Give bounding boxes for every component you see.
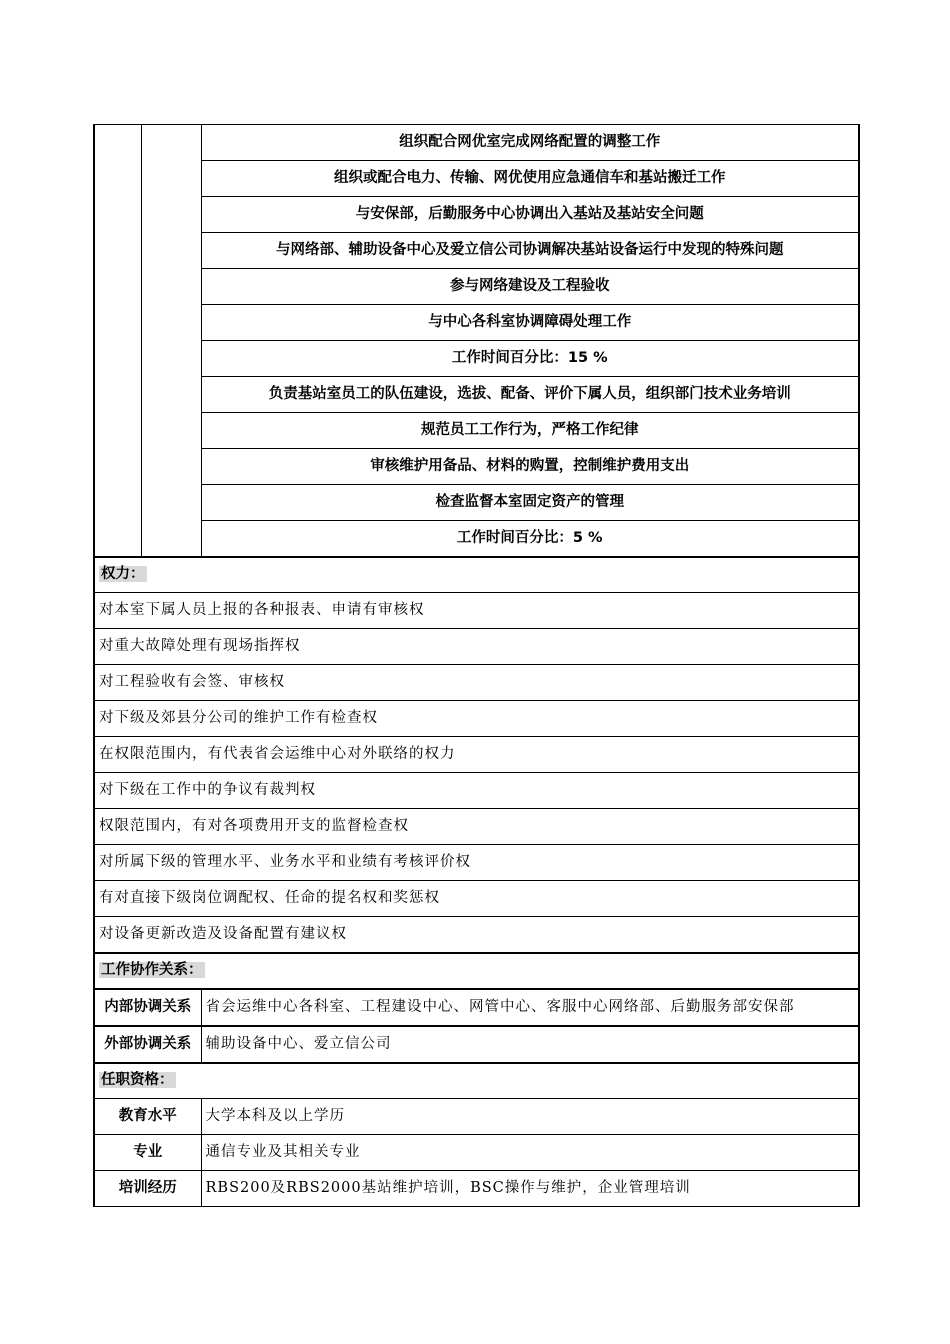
duty-row bbox=[94, 305, 859, 341]
duty-item: 组织配合网优室完成网络配置的调整工作 bbox=[201, 125, 859, 161]
authority-row bbox=[94, 881, 859, 917]
qualifications-title: 任职资格： bbox=[101, 1072, 174, 1089]
duty-row bbox=[94, 521, 859, 558]
authority-row bbox=[94, 737, 859, 773]
duty-row bbox=[94, 449, 859, 485]
authority-row bbox=[94, 809, 859, 845]
internal-cooperation-label: 内部协调关系 bbox=[94, 989, 201, 1026]
authority-header-row bbox=[94, 557, 859, 593]
cooperation-header-row bbox=[94, 953, 859, 989]
time-percentage: 工作时间百分比：5 % bbox=[201, 521, 859, 558]
authority-item: 在权限范围内，有代表省会运维中心对外联络的权力 bbox=[94, 737, 859, 773]
duty-row bbox=[94, 269, 859, 305]
authority-item: 对下级及郊县分公司的维护工作有检查权 bbox=[94, 701, 859, 737]
duty-row bbox=[94, 233, 859, 269]
external-cooperation-value: 辅助设备中心、爱立信公司 bbox=[201, 1026, 859, 1063]
duty-item: 与网络部、辅助设备中心及爱立信公司协调解决基站设备运行中发现的特殊问题 bbox=[201, 233, 859, 269]
blank-cell-1 bbox=[94, 125, 141, 558]
cooperation-title: 工作协作关系： bbox=[101, 962, 203, 979]
authority-item: 对所属下级的管理水平、业务水平和业绩有考核评价权 bbox=[94, 845, 859, 881]
authority-item: 对工程验收有会签、审核权 bbox=[94, 665, 859, 701]
duty-item: 与中心各科室协调障碍处理工作 bbox=[201, 305, 859, 341]
job-description-table bbox=[93, 124, 858, 1207]
authority-title: 权力： bbox=[101, 566, 145, 583]
authority-row bbox=[94, 845, 859, 881]
duty-item: 规范员工工作行为，严格工作纪律 bbox=[201, 413, 859, 449]
duty-row bbox=[94, 341, 859, 377]
duty-item: 检查监督本室固定资产的管理 bbox=[201, 485, 859, 521]
authority-heading bbox=[94, 557, 859, 593]
time-percentage: 工作时间百分比：15 % bbox=[201, 341, 859, 377]
authority-item: 对本室下属人员上报的各种报表、申请有审核权 bbox=[94, 593, 859, 629]
qualifications-header-row bbox=[94, 1063, 859, 1099]
major-value: 通信专业及其相关专业 bbox=[201, 1135, 859, 1171]
authority-row bbox=[94, 629, 859, 665]
internal-cooperation-value: 省会运维中心各科室、工程建设中心、网管中心、客服中心网络部、后勤服务部安保部 bbox=[201, 989, 859, 1026]
blank-cell-2 bbox=[141, 125, 201, 558]
training-value: RBS200及RBS2000基站维护培训，BSC操作与维护，企业管理培训 bbox=[201, 1171, 859, 1207]
training-row bbox=[94, 1171, 859, 1207]
authority-row bbox=[94, 593, 859, 629]
duty-row bbox=[94, 413, 859, 449]
education-label: 教育水平 bbox=[94, 1099, 201, 1135]
training-label: 培训经历 bbox=[94, 1171, 201, 1207]
authority-item: 对重大故障处理有现场指挥权 bbox=[94, 629, 859, 665]
education-row bbox=[94, 1099, 859, 1135]
major-row bbox=[94, 1135, 859, 1171]
duty-item: 负责基站室员工的队伍建设，选拔、配备、评价下属人员，组织部门技术业务培训 bbox=[201, 377, 859, 413]
major-label: 专业 bbox=[94, 1135, 201, 1171]
duty-row bbox=[94, 197, 859, 233]
authority-item: 对下级在工作中的争议有裁判权 bbox=[94, 773, 859, 809]
qualifications-heading bbox=[94, 1063, 859, 1099]
duty-row bbox=[94, 485, 859, 521]
authority-item: 对设备更新改造及设备配置有建议权 bbox=[94, 917, 859, 954]
authority-row bbox=[94, 773, 859, 809]
duty-item: 组织或配合电力、传输、网优使用应急通信车和基站搬迁工作 bbox=[201, 161, 859, 197]
duty-item: 与安保部，后勤服务中心协调出入基站及基站安全问题 bbox=[201, 197, 859, 233]
duty-item: 参与网络建设及工程验收 bbox=[201, 269, 859, 305]
duty-row bbox=[94, 125, 859, 161]
external-cooperation-label: 外部协调关系 bbox=[94, 1026, 201, 1063]
education-value: 大学本科及以上学历 bbox=[201, 1099, 859, 1135]
duty-row bbox=[94, 377, 859, 413]
duty-row bbox=[94, 161, 859, 197]
authority-item: 权限范围内，有对各项费用开支的监督检查权 bbox=[94, 809, 859, 845]
duty-item: 审核维护用备品、材料的购置，控制维护费用支出 bbox=[201, 449, 859, 485]
authority-item: 有对直接下级岗位调配权、任命的提名权和奖惩权 bbox=[94, 881, 859, 917]
authority-row bbox=[94, 665, 859, 701]
authority-row bbox=[94, 701, 859, 737]
internal-cooperation-row bbox=[94, 989, 859, 1026]
external-cooperation-row bbox=[94, 1026, 859, 1063]
authority-row bbox=[94, 917, 859, 954]
cooperation-heading bbox=[94, 953, 859, 989]
